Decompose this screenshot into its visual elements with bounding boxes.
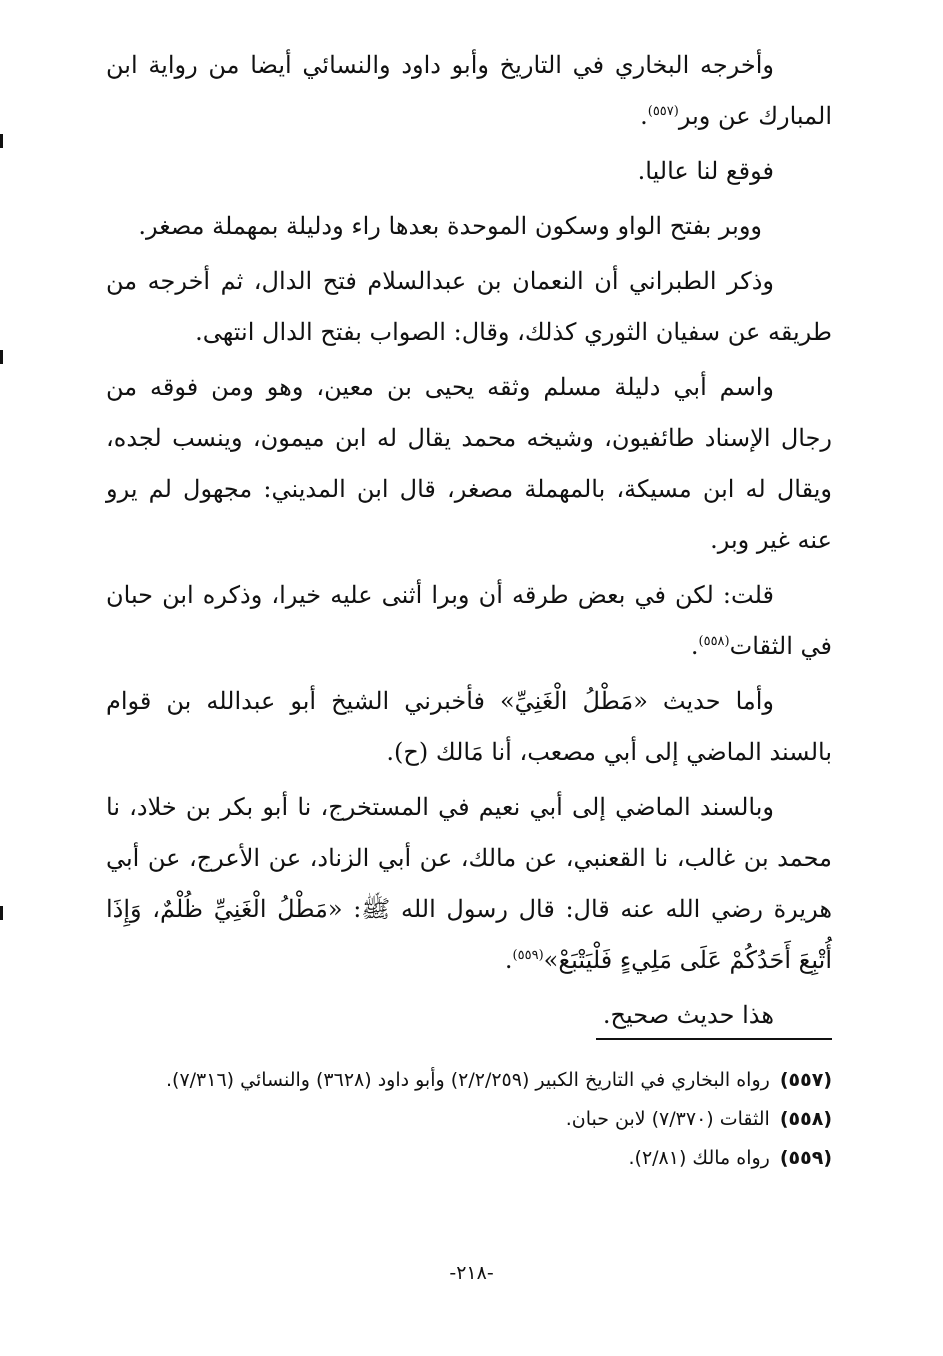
footnote-number: (٥٥٧) (779, 1069, 832, 1091)
paragraph: وأخرجه البخاري في التاريخ وأبو داود والنسائي أيضا من رواية ابن المبارك عن وبر$^{(٥٥٧)}$. (106, 51, 832, 130)
paragraph: وذكر الطبراني أن النعمان بن عبدالسلام فتح الدال، ثم أخرجه من طريقه عن سفيان الثوري كذلك، وقال: الصواب بفتح الدال انتهى. (106, 267, 832, 346)
main-text (106, 40, 832, 1045)
scan-edge-mark (0, 350, 3, 364)
footnote-ref[interactable]: (٥٥٨) (698, 634, 730, 649)
footnote-item (106, 1140, 832, 1177)
footnote-divider (596, 1038, 832, 1040)
paragraph: ووبر بفتح الواو وسكون الموحدة بعدها راء ودليلة بمهملة مصغر. (138, 212, 762, 240)
footnote-number: (٥٥٩) (779, 1147, 832, 1169)
footnote-ref[interactable]: (٥٥٩) (512, 948, 544, 963)
footnote-ref[interactable]: (٥٥٧) (647, 104, 679, 119)
paragraph: وأما حديث «مَطْلُ الْغَنِيِّ» فأخبرني الشيخ أبو عبدالله بن قوام بالسند الماضي إلى أبي مصعب، أنا مَالك (ح). (106, 687, 832, 766)
footnote-number: (٥٥٨) (779, 1108, 832, 1130)
footnote-text: الثقات (٧/٣٧٠) لابن حبان. (565, 1108, 770, 1130)
page-number: -٢١٨- (449, 1262, 494, 1284)
footnote-text: رواه مالك (٢/٨١). (628, 1147, 770, 1169)
footnote-item (106, 1101, 832, 1138)
footnotes (106, 1062, 832, 1179)
paragraph: واسم أبي دليلة مسلم وثقه يحيى بن معين، وهو ومن فوقه من رجال الإسناد طائفيون، وشيخه محمد يقال له ابن ميمون، وينسب لجده، ويقال له ابن مسيكة، بالمهملة مصغر، قال ابن المديني: مجهول لم يرو عنه غير وبر. (106, 373, 832, 554)
paragraph: هذا حديث صحيح. (602, 1001, 774, 1029)
footnote-item (106, 1062, 832, 1099)
paragraph: وبالسند الماضي إلى أبي نعيم في المستخرج، نا أبو بكر بن خلاد، نا محمد بن غالب، نا القعنبي، عن مالك، عن أبي الزناد، عن الأعرج، عن أبي هريرة رضي الله عنه قال: قال رسول الله ﷺ: «مَطْلُ الْغَنِيِّ ظُلْمٌ، وَإِذَا أُتْبِعَ أَحَدُكُمْ عَلَى مَلِيءٍ فَلْيَتْبَعْ»$^{(٥٥٩)}$. (106, 793, 832, 974)
scan-edge-mark (0, 134, 3, 148)
paragraph: قلت: لكن في بعض طرقه أن وبرا أثنى عليه خيرا، وذكره ابن حبان في الثقات$^{(٥٥٨)}$. (106, 581, 832, 660)
scan-edge-mark (0, 906, 3, 920)
footnote-text: رواه البخاري في التاريخ الكبير (٢/٢/٢٥٩) وأبو داود (٣٦٢٨) والنسائي (٧/٣١٦). (165, 1069, 770, 1091)
paragraph: فوقع لنا عاليا. (637, 157, 774, 185)
